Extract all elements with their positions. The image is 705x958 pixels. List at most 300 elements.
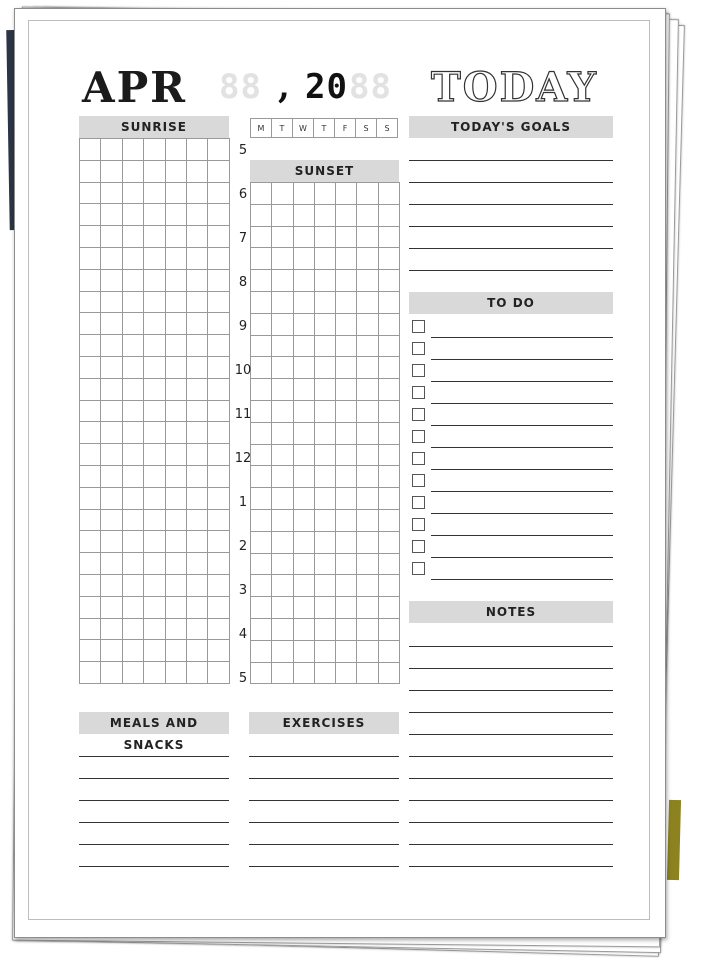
grid-cell[interactable] xyxy=(101,313,122,335)
grid-cell[interactable] xyxy=(80,313,101,335)
grid-cell[interactable] xyxy=(378,553,399,575)
grid-cell[interactable] xyxy=(336,509,357,531)
grid-cell[interactable] xyxy=(165,640,186,662)
writing-line[interactable] xyxy=(249,866,399,867)
grid-cell[interactable] xyxy=(165,574,186,596)
grid-cell[interactable] xyxy=(314,575,335,597)
grid-cell[interactable] xyxy=(122,422,143,444)
grid-cell[interactable] xyxy=(314,466,335,488)
grid-cell[interactable] xyxy=(165,531,186,553)
todo-line[interactable] xyxy=(431,513,613,514)
grid-cell[interactable] xyxy=(186,139,207,161)
grid-cell[interactable] xyxy=(378,466,399,488)
grid-cell[interactable] xyxy=(314,226,335,248)
grid-cell[interactable] xyxy=(208,618,229,640)
grid-cell[interactable] xyxy=(186,640,207,662)
grid-cell[interactable] xyxy=(272,248,293,270)
grid-cell[interactable] xyxy=(186,422,207,444)
grid-cell[interactable] xyxy=(208,640,229,662)
grid-cell[interactable] xyxy=(122,553,143,575)
grid-cell[interactable] xyxy=(80,160,101,182)
grid-cell[interactable] xyxy=(186,313,207,335)
grid-cell[interactable] xyxy=(80,509,101,531)
writing-line[interactable] xyxy=(409,690,613,691)
grid-cell[interactable] xyxy=(144,618,165,640)
grid-cell[interactable] xyxy=(314,313,335,335)
grid-cell[interactable] xyxy=(165,160,186,182)
grid-cell[interactable] xyxy=(314,618,335,640)
grid-cell[interactable] xyxy=(357,379,378,401)
grid-cell[interactable] xyxy=(378,335,399,357)
grid-cell[interactable] xyxy=(336,553,357,575)
grid-cell[interactable] xyxy=(101,640,122,662)
grid-cell[interactable] xyxy=(101,465,122,487)
grid-cell[interactable] xyxy=(336,291,357,313)
grid-cell[interactable] xyxy=(357,270,378,292)
grid-cell[interactable] xyxy=(186,335,207,357)
grid-cell[interactable] xyxy=(80,531,101,553)
grid-cell[interactable] xyxy=(293,422,314,444)
grid-cell[interactable] xyxy=(122,356,143,378)
grid-cell[interactable] xyxy=(314,422,335,444)
grid-cell[interactable] xyxy=(272,183,293,205)
grid-cell[interactable] xyxy=(272,575,293,597)
grid-cell[interactable] xyxy=(357,640,378,662)
writing-line[interactable] xyxy=(409,800,613,801)
grid-cell[interactable] xyxy=(101,204,122,226)
grid-cell[interactable] xyxy=(293,640,314,662)
grid-cell[interactable] xyxy=(357,618,378,640)
grid-cell[interactable] xyxy=(251,226,272,248)
grid-cell[interactable] xyxy=(336,618,357,640)
grid-cell[interactable] xyxy=(80,226,101,248)
grid-cell[interactable] xyxy=(293,444,314,466)
grid-cell[interactable] xyxy=(314,662,335,684)
grid-cell[interactable] xyxy=(144,553,165,575)
grid-cell[interactable] xyxy=(251,618,272,640)
grid-cell[interactable] xyxy=(165,226,186,248)
grid-cell[interactable] xyxy=(165,269,186,291)
grid-cell[interactable] xyxy=(208,335,229,357)
grid-cell[interactable] xyxy=(251,335,272,357)
grid-cell[interactable] xyxy=(357,335,378,357)
grid-cell[interactable] xyxy=(378,662,399,684)
grid-cell[interactable] xyxy=(357,357,378,379)
grid-cell[interactable] xyxy=(357,466,378,488)
grid-cell[interactable] xyxy=(186,160,207,182)
grid-cell[interactable] xyxy=(378,422,399,444)
grid-cell[interactable] xyxy=(272,422,293,444)
grid-cell[interactable] xyxy=(144,182,165,204)
grid-cell[interactable] xyxy=(165,444,186,466)
grid-cell[interactable] xyxy=(165,139,186,161)
grid-cell[interactable] xyxy=(101,596,122,618)
todo-checkbox[interactable] xyxy=(412,540,425,553)
grid-cell[interactable] xyxy=(208,226,229,248)
grid-cell[interactable] xyxy=(378,313,399,335)
grid-cell[interactable] xyxy=(101,139,122,161)
grid-cell[interactable] xyxy=(357,183,378,205)
grid-cell[interactable] xyxy=(336,379,357,401)
writing-line[interactable] xyxy=(249,822,399,823)
grid-cell[interactable] xyxy=(314,335,335,357)
grid-cell[interactable] xyxy=(122,509,143,531)
todo-checkbox[interactable] xyxy=(412,386,425,399)
grid-cell[interactable] xyxy=(208,139,229,161)
grid-cell[interactable] xyxy=(122,574,143,596)
grid-cell[interactable] xyxy=(144,291,165,313)
grid-cell[interactable] xyxy=(165,204,186,226)
grid-cell[interactable] xyxy=(101,182,122,204)
grid-cell[interactable] xyxy=(293,488,314,510)
grid-cell[interactable] xyxy=(272,597,293,619)
grid-cell[interactable] xyxy=(186,356,207,378)
grid-cell[interactable] xyxy=(186,247,207,269)
writing-line[interactable] xyxy=(409,844,613,845)
grid-cell[interactable] xyxy=(272,204,293,226)
grid-cell[interactable] xyxy=(357,509,378,531)
grid-cell[interactable] xyxy=(272,313,293,335)
grid-cell[interactable] xyxy=(336,183,357,205)
writing-line[interactable] xyxy=(249,778,399,779)
todo-checkbox[interactable] xyxy=(412,342,425,355)
weekday-thu[interactable]: T xyxy=(314,119,335,138)
todo-checkbox[interactable] xyxy=(412,430,425,443)
writing-line[interactable] xyxy=(409,734,613,735)
grid-cell[interactable] xyxy=(293,575,314,597)
grid-cell[interactable] xyxy=(165,553,186,575)
grid-cell[interactable] xyxy=(293,597,314,619)
grid-cell[interactable] xyxy=(80,335,101,357)
writing-line[interactable] xyxy=(79,866,229,867)
grid-cell[interactable] xyxy=(251,400,272,422)
grid-cell[interactable] xyxy=(293,400,314,422)
grid-cell[interactable] xyxy=(293,291,314,313)
grid-cell[interactable] xyxy=(80,182,101,204)
grid-cell[interactable] xyxy=(186,574,207,596)
grid-cell[interactable] xyxy=(251,379,272,401)
grid-cell[interactable] xyxy=(186,378,207,400)
grid-cell[interactable] xyxy=(272,270,293,292)
writing-line[interactable] xyxy=(249,800,399,801)
grid-cell[interactable] xyxy=(208,487,229,509)
grid-cell[interactable] xyxy=(165,487,186,509)
grid-cell[interactable] xyxy=(314,488,335,510)
grid-cell[interactable] xyxy=(208,204,229,226)
weekday-mon[interactable]: M xyxy=(251,119,272,138)
grid-cell[interactable] xyxy=(144,356,165,378)
grid-cell[interactable] xyxy=(314,204,335,226)
todo-checkbox[interactable] xyxy=(412,364,425,377)
grid-cell[interactable] xyxy=(272,444,293,466)
grid-cell[interactable] xyxy=(251,553,272,575)
grid-cell[interactable] xyxy=(80,204,101,226)
grid-cell[interactable] xyxy=(314,597,335,619)
grid-cell[interactable] xyxy=(357,531,378,553)
grid-cell[interactable] xyxy=(336,422,357,444)
todo-checkbox[interactable] xyxy=(412,496,425,509)
grid-cell[interactable] xyxy=(272,553,293,575)
grid-cell[interactable] xyxy=(144,487,165,509)
grid-cell[interactable] xyxy=(357,444,378,466)
grid-cell[interactable] xyxy=(186,204,207,226)
grid-cell[interactable] xyxy=(165,618,186,640)
grid-cell[interactable] xyxy=(293,466,314,488)
grid-cell[interactable] xyxy=(80,356,101,378)
grid-cell[interactable] xyxy=(378,488,399,510)
todo-line[interactable] xyxy=(431,381,613,382)
todo-checkbox[interactable] xyxy=(412,408,425,421)
grid-cell[interactable] xyxy=(378,270,399,292)
grid-cell[interactable] xyxy=(101,422,122,444)
grid-cell[interactable] xyxy=(208,444,229,466)
grid-cell[interactable] xyxy=(165,378,186,400)
grid-cell[interactable] xyxy=(272,488,293,510)
grid-cell[interactable] xyxy=(314,400,335,422)
grid-cell[interactable] xyxy=(208,465,229,487)
grid-cell[interactable] xyxy=(336,204,357,226)
grid-cell[interactable] xyxy=(357,597,378,619)
grid-cell[interactable] xyxy=(144,226,165,248)
grid-cell[interactable] xyxy=(101,291,122,313)
grid-cell[interactable] xyxy=(165,662,186,684)
todo-checkbox[interactable] xyxy=(412,518,425,531)
todo-line[interactable] xyxy=(431,557,613,558)
grid-cell[interactable] xyxy=(357,226,378,248)
writing-line[interactable] xyxy=(79,844,229,845)
grid-cell[interactable] xyxy=(251,313,272,335)
grid-cell[interactable] xyxy=(165,356,186,378)
grid-cell[interactable] xyxy=(165,509,186,531)
grid-cell[interactable] xyxy=(272,291,293,313)
grid-cell[interactable] xyxy=(165,182,186,204)
grid-cell[interactable] xyxy=(80,618,101,640)
grid-cell[interactable] xyxy=(378,618,399,640)
grid-cell[interactable] xyxy=(272,531,293,553)
grid-cell[interactable] xyxy=(101,269,122,291)
grid-cell[interactable] xyxy=(251,444,272,466)
grid-cell[interactable] xyxy=(272,618,293,640)
grid-cell[interactable] xyxy=(272,509,293,531)
grid-cell[interactable] xyxy=(314,379,335,401)
grid-cell[interactable] xyxy=(122,378,143,400)
grid-cell[interactable] xyxy=(122,444,143,466)
grid-cell[interactable] xyxy=(336,313,357,335)
writing-line[interactable] xyxy=(79,756,229,757)
grid-cell[interactable] xyxy=(208,574,229,596)
grid-cell[interactable] xyxy=(336,575,357,597)
grid-cell[interactable] xyxy=(208,247,229,269)
grid-cell[interactable] xyxy=(336,531,357,553)
grid-cell[interactable] xyxy=(293,226,314,248)
todo-checkbox[interactable] xyxy=(412,320,425,333)
grid-cell[interactable] xyxy=(378,640,399,662)
grid-cell[interactable] xyxy=(101,662,122,684)
grid-cell[interactable] xyxy=(186,269,207,291)
grid-cell[interactable] xyxy=(357,662,378,684)
grid-cell[interactable] xyxy=(251,466,272,488)
writing-line[interactable] xyxy=(409,866,613,867)
grid-cell[interactable] xyxy=(208,422,229,444)
grid-cell[interactable] xyxy=(80,378,101,400)
grid-cell[interactable] xyxy=(122,226,143,248)
grid-cell[interactable] xyxy=(314,270,335,292)
grid-cell[interactable] xyxy=(293,618,314,640)
grid-cell[interactable] xyxy=(251,422,272,444)
writing-line[interactable] xyxy=(409,668,613,669)
grid-cell[interactable] xyxy=(80,269,101,291)
grid-cell[interactable] xyxy=(336,335,357,357)
grid-cell[interactable] xyxy=(101,509,122,531)
grid-cell[interactable] xyxy=(144,378,165,400)
grid-cell[interactable] xyxy=(208,160,229,182)
grid-cell[interactable] xyxy=(122,182,143,204)
grid-cell[interactable] xyxy=(101,335,122,357)
grid-cell[interactable] xyxy=(122,596,143,618)
weekday-wed[interactable]: W xyxy=(293,119,314,138)
grid-cell[interactable] xyxy=(251,357,272,379)
grid-cell[interactable] xyxy=(378,204,399,226)
grid-cell[interactable] xyxy=(80,574,101,596)
grid-cell[interactable] xyxy=(336,444,357,466)
writing-line[interactable] xyxy=(409,822,613,823)
grid-cell[interactable] xyxy=(101,400,122,422)
grid-cell[interactable] xyxy=(378,531,399,553)
grid-cell[interactable] xyxy=(378,357,399,379)
grid-cell[interactable] xyxy=(144,574,165,596)
grid-cell[interactable] xyxy=(165,596,186,618)
grid-cell[interactable] xyxy=(80,465,101,487)
grid-cell[interactable] xyxy=(122,465,143,487)
weekday-tue[interactable]: T xyxy=(272,119,293,138)
grid-cell[interactable] xyxy=(357,488,378,510)
writing-line[interactable] xyxy=(409,270,613,271)
todo-line[interactable] xyxy=(431,425,613,426)
writing-line[interactable] xyxy=(409,756,613,757)
todo-checkbox[interactable] xyxy=(412,452,425,465)
grid-cell[interactable] xyxy=(101,531,122,553)
grid-cell[interactable] xyxy=(80,400,101,422)
grid-cell[interactable] xyxy=(293,662,314,684)
grid-cell[interactable] xyxy=(80,662,101,684)
grid-cell[interactable] xyxy=(186,553,207,575)
todo-line[interactable] xyxy=(431,535,613,536)
grid-cell[interactable] xyxy=(101,378,122,400)
grid-cell[interactable] xyxy=(293,270,314,292)
grid-cell[interactable] xyxy=(378,575,399,597)
grid-cell[interactable] xyxy=(144,313,165,335)
grid-cell[interactable] xyxy=(165,422,186,444)
grid-cell[interactable] xyxy=(144,247,165,269)
grid-cell[interactable] xyxy=(122,313,143,335)
grid-cell[interactable] xyxy=(251,662,272,684)
grid-cell[interactable] xyxy=(293,335,314,357)
grid-cell[interactable] xyxy=(336,597,357,619)
grid-cell[interactable] xyxy=(336,662,357,684)
grid-cell[interactable] xyxy=(251,248,272,270)
grid-cell[interactable] xyxy=(186,465,207,487)
grid-cell[interactable] xyxy=(208,596,229,618)
writing-line[interactable] xyxy=(79,778,229,779)
grid-cell[interactable] xyxy=(293,379,314,401)
grid-cell[interactable] xyxy=(208,662,229,684)
grid-cell[interactable] xyxy=(186,291,207,313)
grid-cell[interactable] xyxy=(144,662,165,684)
grid-cell[interactable] xyxy=(101,487,122,509)
writing-line[interactable] xyxy=(249,756,399,757)
grid-cell[interactable] xyxy=(186,596,207,618)
grid-cell[interactable] xyxy=(357,291,378,313)
grid-cell[interactable] xyxy=(122,662,143,684)
todo-line[interactable] xyxy=(431,579,613,580)
grid-cell[interactable] xyxy=(101,574,122,596)
grid-cell[interactable] xyxy=(165,313,186,335)
grid-cell[interactable] xyxy=(101,444,122,466)
grid-cell[interactable] xyxy=(357,575,378,597)
grid-cell[interactable] xyxy=(336,270,357,292)
grid-cell[interactable] xyxy=(122,247,143,269)
grid-cell[interactable] xyxy=(293,183,314,205)
grid-cell[interactable] xyxy=(80,596,101,618)
grid-cell[interactable] xyxy=(336,466,357,488)
grid-cell[interactable] xyxy=(101,356,122,378)
grid-cell[interactable] xyxy=(80,291,101,313)
grid-cell[interactable] xyxy=(336,640,357,662)
grid-cell[interactable] xyxy=(251,640,272,662)
grid-cell[interactable] xyxy=(80,444,101,466)
grid-cell[interactable] xyxy=(208,378,229,400)
grid-cell[interactable] xyxy=(336,488,357,510)
grid-cell[interactable] xyxy=(357,204,378,226)
grid-cell[interactable] xyxy=(101,160,122,182)
writing-line[interactable] xyxy=(409,160,613,161)
writing-line[interactable] xyxy=(409,646,613,647)
grid-cell[interactable] xyxy=(80,487,101,509)
grid-cell[interactable] xyxy=(314,509,335,531)
grid-cell[interactable] xyxy=(336,248,357,270)
grid-cell[interactable] xyxy=(251,597,272,619)
grid-cell[interactable] xyxy=(101,553,122,575)
writing-line[interactable] xyxy=(409,226,613,227)
grid-cell[interactable] xyxy=(144,531,165,553)
todo-line[interactable] xyxy=(431,337,613,338)
todo-line[interactable] xyxy=(431,403,613,404)
grid-cell[interactable] xyxy=(122,618,143,640)
grid-cell[interactable] xyxy=(272,466,293,488)
todo-line[interactable] xyxy=(431,469,613,470)
grid-cell[interactable] xyxy=(293,553,314,575)
grid-cell[interactable] xyxy=(314,183,335,205)
writing-line[interactable] xyxy=(409,204,613,205)
grid-cell[interactable] xyxy=(251,488,272,510)
grid-cell[interactable] xyxy=(357,248,378,270)
grid-cell[interactable] xyxy=(144,335,165,357)
grid-cell[interactable] xyxy=(122,335,143,357)
grid-cell[interactable] xyxy=(378,183,399,205)
grid-cell[interactable] xyxy=(293,357,314,379)
grid-cell[interactable] xyxy=(144,204,165,226)
grid-cell[interactable] xyxy=(293,313,314,335)
grid-cell[interactable] xyxy=(314,640,335,662)
grid-cell[interactable] xyxy=(186,182,207,204)
grid-cell[interactable] xyxy=(272,335,293,357)
grid-cell[interactable] xyxy=(122,160,143,182)
writing-line[interactable] xyxy=(249,844,399,845)
grid-cell[interactable] xyxy=(378,248,399,270)
grid-cell[interactable] xyxy=(378,597,399,619)
grid-cell[interactable] xyxy=(80,640,101,662)
todo-line[interactable] xyxy=(431,447,613,448)
